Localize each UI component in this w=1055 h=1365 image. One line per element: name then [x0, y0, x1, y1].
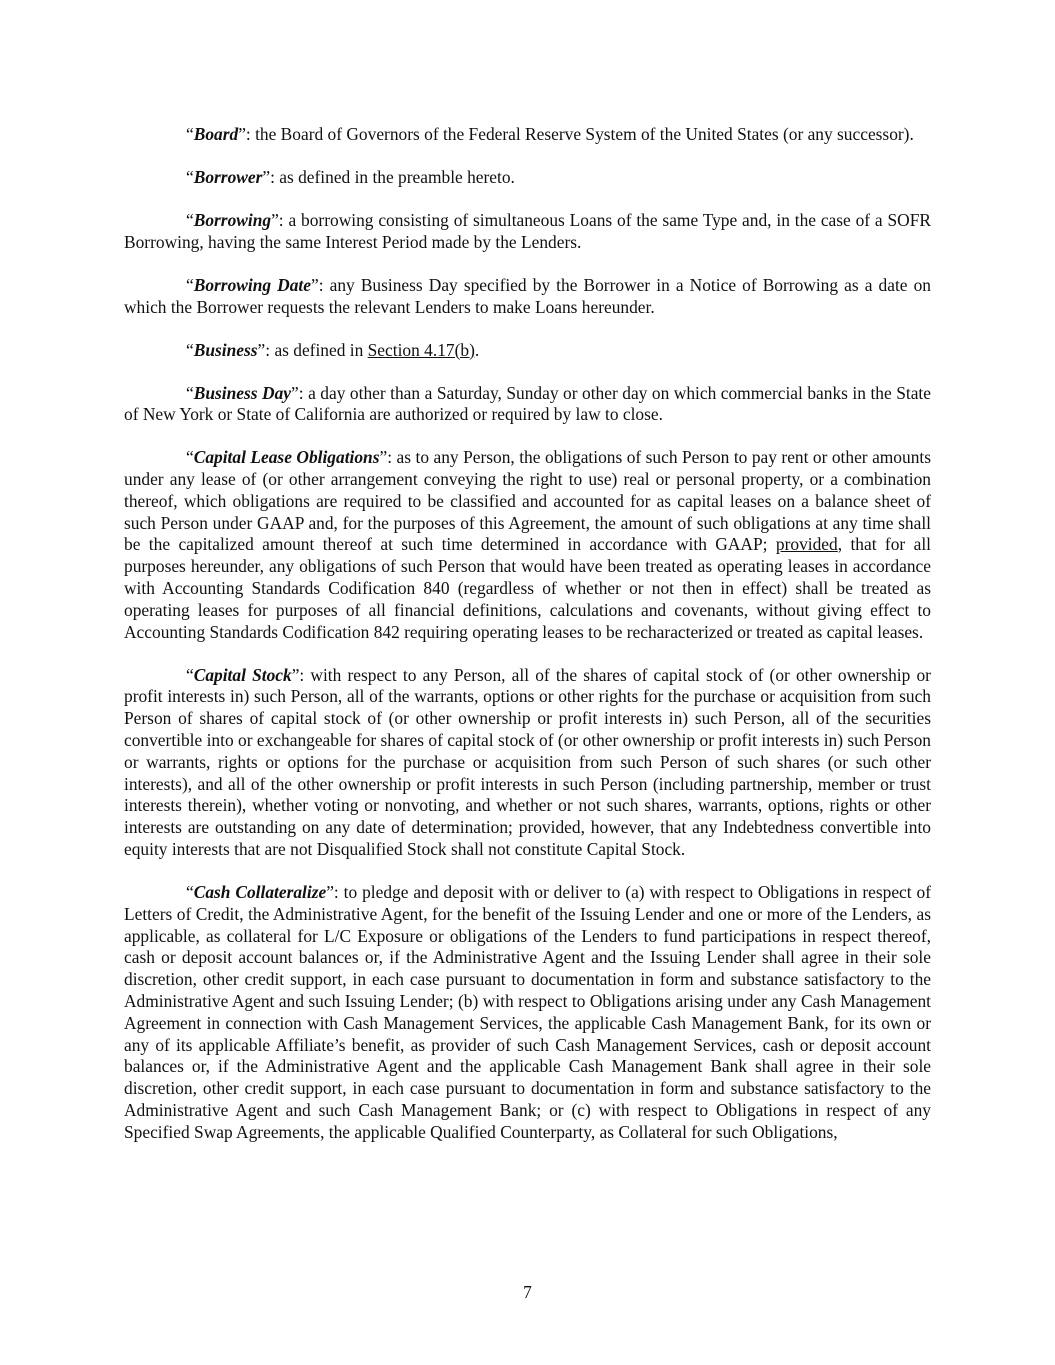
- close-quote: ”:: [326, 882, 344, 903]
- section-reference-link[interactable]: Section 4.17(b): [367, 339, 475, 360]
- defined-term: Borrowing: [193, 209, 272, 230]
- close-quote: ”:: [262, 166, 280, 187]
- definition-text: as to any Person, the obligations of such Person to pay rent or other amounts under any lease of (or other arrangement conveying the right to use) real or personal property, or a combination thereof, which obligations are required to be classified and accounted for as capital leases on a balance sheet of such Person under GAAP and, for the purposes of this Agreement, the amount of such obligations at any time shall be the capitalized amount thereof at such time determined in accordance with GAAP;: [124, 447, 931, 555]
- open-quote: “: [186, 664, 194, 685]
- defined-term: Borrower: [193, 166, 263, 187]
- open-quote: “: [186, 209, 194, 230]
- close-quote: ”:: [291, 382, 309, 403]
- definition-business: [124, 340, 931, 362]
- close-quote: ”:: [310, 274, 330, 295]
- close-quote: ”:: [379, 447, 397, 468]
- definition-board: [124, 124, 931, 146]
- open-quote: “: [186, 882, 194, 903]
- definition-borrowing: [124, 210, 931, 254]
- defined-term: Cash Collateralize: [193, 882, 327, 903]
- close-quote: ”:: [238, 124, 256, 144]
- definition-business-day: [124, 383, 931, 427]
- open-quote: “: [186, 382, 194, 403]
- page-number: 7: [523, 1282, 532, 1302]
- open-quote: “: [186, 166, 194, 187]
- definition-text: a day other than a Saturday, Sunday or other day on which commercial banks in the State of New York or State of California are authorized or required by law to close.: [124, 382, 931, 425]
- definition-text: as defined in the preamble hereto.: [279, 166, 515, 187]
- open-quote: “: [186, 274, 194, 295]
- underlined-term: provided: [775, 534, 838, 555]
- defined-term: Board: [193, 124, 239, 144]
- definition-borrower: [124, 167, 931, 189]
- open-quote: “: [186, 339, 194, 360]
- definition-text: to pledge and deposit with or deliver to (a) with respect to Obligations in respect of Letters of Credit, the Administrative Agent, for the benefit of the Issuing Lender and one or more of the Lenders, as applicable, as collateral for L/C Exposure or obligations of the Lenders to fund participations in respect thereof, cash or deposit account balances or, if the Administrative Agent and the Issuing Lender shall agree in their sole discretion, other credit support, in each case pursuant to documentation in form and substance satisfactory to the Administrative Agent and such Issuing Lender; (b) with respect to Obligations arising under any Cash Management Agreement in connection with Cash Management Services, the applicable Cash Management Bank, for its own or any of its applicable Affiliate’s benefit, as provider of such Cash Management Services, cash or deposit account balances or, if the Administrative Agent and the applicable Cash Management Bank shall agree in their sole discretion, other credit support, in each case pursuant to documentation in form and substance satisfactory to the Administrative Agent and such Cash Management Bank; or (c) with respect to Obligations in respect of any Specified Swap Agreements, the applicable Qualified Counterparty, as Collateral for such Obligations,: [124, 882, 931, 1142]
- definition-text: as defined in: [274, 339, 368, 360]
- definition-text-end: , that for all purposes hereunder, any obligations of such Person that would have been treated as operating leases in accordance with Accounting Standards Codification 840 (regardless of whether or not then in effect) shall be treated as operating leases for purposes of all financial definitions, calculations and covenants, without giving effect to Accounting Standards Codification 842 requiring operating leases to be recharacterized or treated as capital leases.: [124, 534, 931, 642]
- defined-term: Business: [193, 339, 258, 360]
- definition-capital-lease-obligations: [124, 447, 931, 643]
- open-quote: “: [186, 447, 194, 468]
- open-quote: “: [186, 124, 194, 144]
- definition-text: the Board of Governors of the Federal Reserve System of the United States (or any successor).: [255, 124, 914, 144]
- definition-text-end: .: [474, 339, 480, 360]
- close-quote: ”:: [271, 209, 289, 230]
- close-quote: ”:: [257, 339, 275, 360]
- definition-text: with respect to any Person, all of the shares of capital stock of (or other ownership or profit interests in) such Person, all of the warrants, options or other rights for the purchase or acquisition from such Person of shares of capital stock of (or other ownership or profit interests in) such Person, all of the securities convertible into or exchangeable for shares of capital stock of (or other ownership or profit interests in) such Person or warrants, rights or options for the purchase or acquisition from such Person of such shares (or such other interests), and all of the other ownership or profit interests in such Person (including partnership, member or trust interests therein), whether voting or nonvoting, and whether or not such shares, warrants, options, rights or other interests are outstanding on any date of determination; provided, however, that any Indebtedness convertible into equity interests that are not Disqualified Stock shall not constitute Capital Stock.: [124, 664, 931, 860]
- defined-term: Borrowing Date: [193, 274, 311, 295]
- close-quote: ”:: [291, 664, 311, 685]
- defined-term: Capital Lease Obligations: [193, 447, 380, 468]
- definition-cash-collateralize: [124, 882, 931, 1144]
- definition-text: any Business Day specified by the Borrower in a Notice of Borrowing as a date on which the Borrower requests the relevant Lenders to make Loans hereunder.: [124, 274, 931, 317]
- definition-borrowing-date: [124, 275, 931, 319]
- defined-term: Capital Stock: [193, 664, 292, 685]
- defined-term: Business Day: [193, 382, 292, 403]
- document-page: [124, 124, 931, 1165]
- definition-capital-stock: [124, 665, 931, 861]
- definition-text: a borrowing consisting of simultaneous Loans of the same Type and, in the case of a SOFR Borrowing, having the same Interest Period made by the Lenders.: [124, 209, 931, 252]
